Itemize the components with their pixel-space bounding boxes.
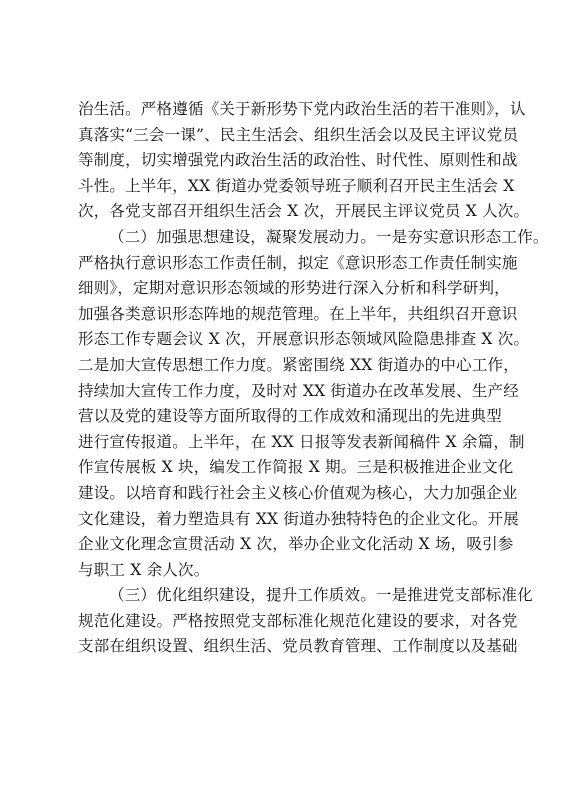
text-line: 形态工作专题会议 X 次，开展意识形态领域风险隐患排查 X 次。 <box>78 330 530 349</box>
body-text <box>78 97 549 660</box>
text-line: 严格执行意识形态工作责任制，拟定《意识形态工作责任制实施 <box>78 253 518 272</box>
text-line: 建设。以培育和践行社会主义核心价值观为核心，大力加强企业 <box>78 483 518 502</box>
text-line: 作宣传展板 X 块，编发工作简报 X 期。三是积极推进企业文化 <box>78 458 514 477</box>
text-line: 细则》，定期对意识形态领域的形势进行深入分析和科学研判， <box>78 279 510 298</box>
text-line: 文化建设，着力塑造具有 XX 街道办独特特色的企业文化。开展 <box>78 509 519 528</box>
text-line: 真落实“三会一课”、民主生活会、组织生活会以及民主评议党员 <box>78 125 519 144</box>
text-line: 与职工 X 余人次。 <box>78 560 210 579</box>
text-line: 规范化建设。严格按照党支部标准化规范化建设的要求，对各党 <box>78 611 518 630</box>
text-line: 斗性。上半年，XX 街道办党委领导班子顺利召开民主生活会 X <box>78 176 515 195</box>
section-heading-line: （三）优化组织建设，提升工作质效。一是推进党支部标准化 <box>109 586 533 605</box>
text-line: 二是加大宣传思想工作力度。紧密围绕 XX 街道办的中心工作， <box>78 355 519 374</box>
section-heading-line: （二）加强思想建设，凝聚发展动力。一是夯实意识形态工作。 <box>109 227 549 246</box>
text-line: 进行宣传报道。上半年，在 XX 日报等发表新闻稿件 X 余篇，制 <box>78 432 525 451</box>
text-line: 加强各类意识形态阵地的规范管理。在上半年，共组织召开意识 <box>78 304 518 323</box>
text-line: 等制度，切实增强党内政治生活的政治性、时代性、原则性和战 <box>78 151 518 170</box>
text-line: 支部在组织设置、组织生活、党员教育管理、工作制度以及基础 <box>78 637 518 656</box>
text-line: 次，各党支部召开组织生活会 X 次，开展民主评议党员 X 人次。 <box>78 202 530 221</box>
text-line: 持续加大宣传工作力度，及时对 XX 街道办在改革发展、生产经 <box>78 381 519 400</box>
text-line: 企业文化理念宣贯活动 X 次，举办企业文化活动 X 场，吸引参 <box>78 535 514 554</box>
text-line: 治生活。严格遵循《关于新形势下党内政治生活的若干准则》，认 <box>78 100 526 118</box>
text-line: 营以及党的建设等方面所取得的工作成效和涌现出的先进典型 <box>78 407 502 426</box>
